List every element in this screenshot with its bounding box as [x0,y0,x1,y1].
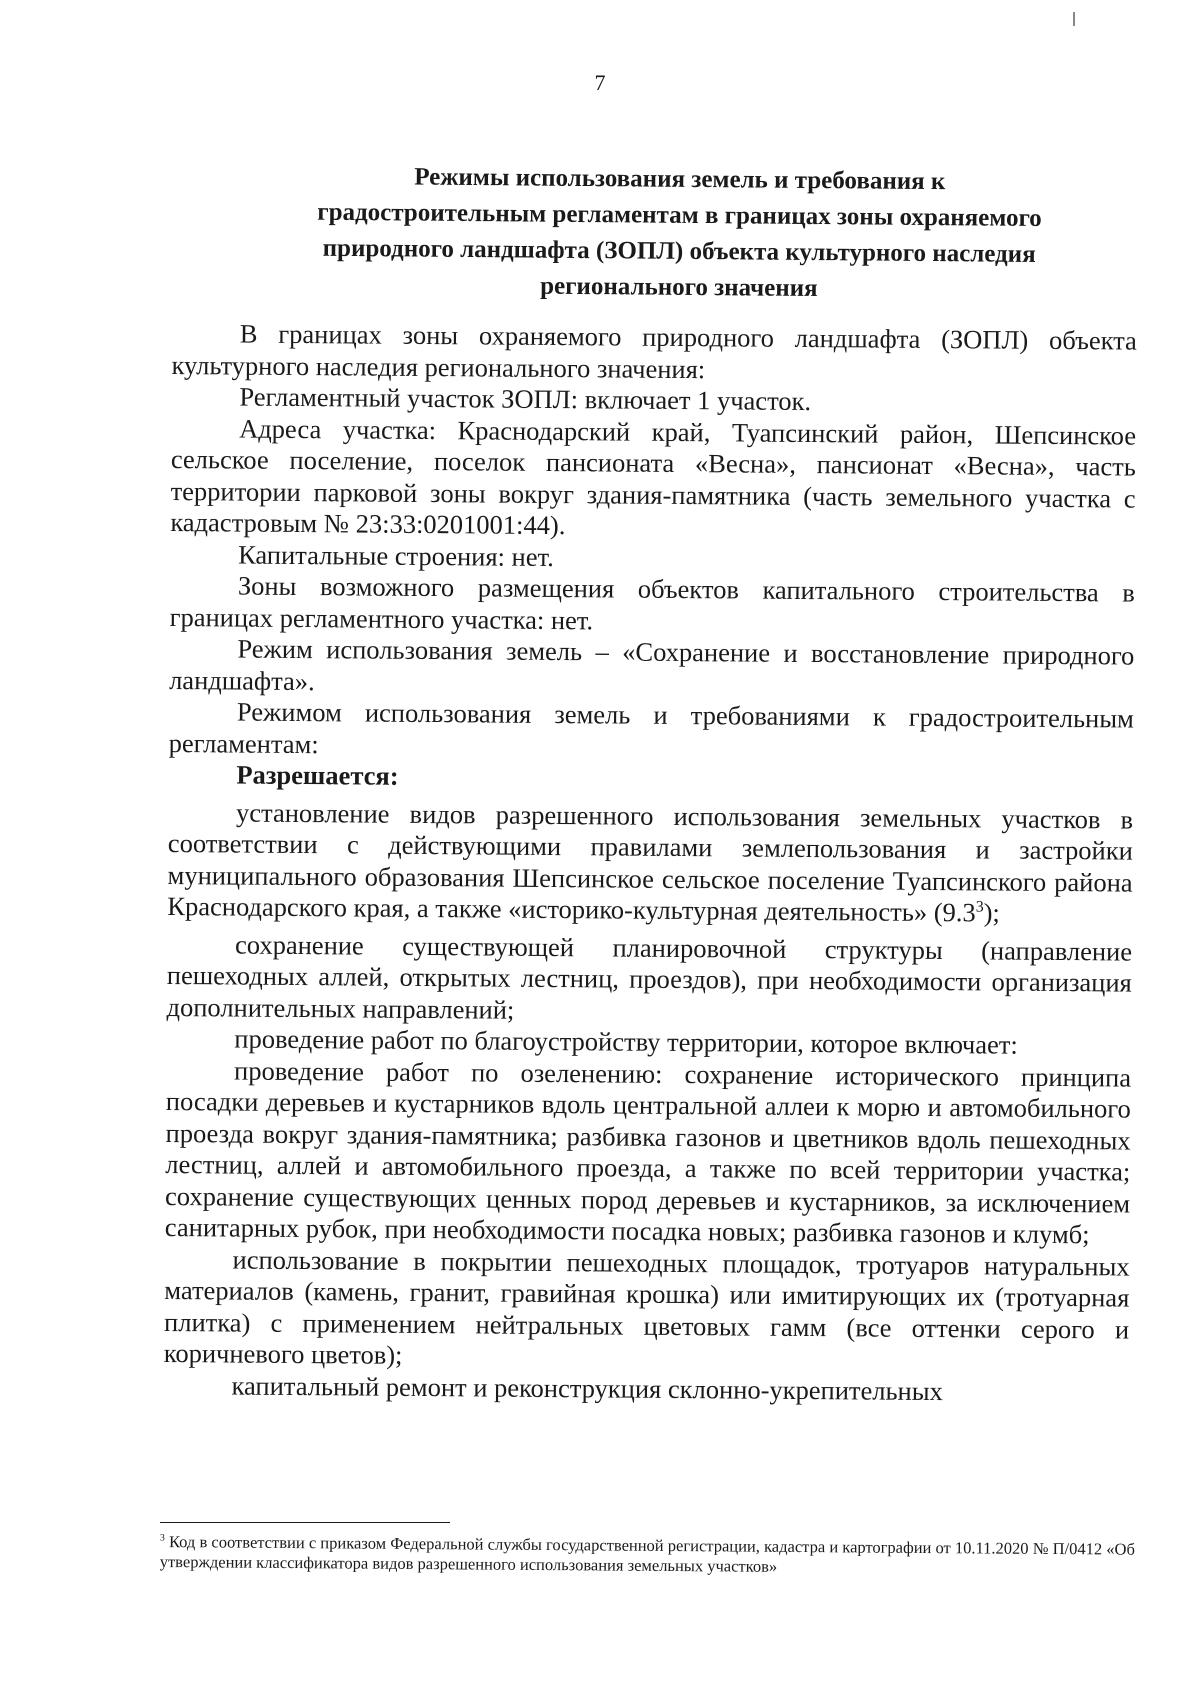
title-line-4: регионального значения [540,272,818,303]
address-paragraph: Адреса участка: Краснодарский край, Туапсинский район, Шепсинское сельское поселение, поселок пансионата «Весна», пансионат «Весна», часть территории парковой зоны вокруг здания-памятника (часть земельного участка с кадастровым № 23:33:0201001:44). [170,413,1137,541]
allowed-item-1-end: ); [983,897,1000,928]
intro-paragraph: В границах зоны охраняемого природного ландшафта (ЗОПЛ) объекта культурного наследия регионального значения: [171,318,1137,384]
page-number: 7 [594,70,606,95]
footnote-ref: 3 [975,898,984,916]
allowed-item-2: сохранение существующей планировочной структуры (направление пешеходных аллей, открытых лестниц, проездов), при необходимости организация дополнительных направлений; [166,929,1133,1025]
allowed-item-6: капитальный ремонт и реконструкция склонно-укрепительных [231,1370,943,1406]
footnote-text: Код в соответствии с приказом Федеральной службы государственной регистрации, кадастра и картографии от 10.11.2020 № П/0412 «Об утверждении классификатора видов разрешенного использования земельных участков» [159,1532,1135,1576]
allowed-item-3: проведение работ по благоустройству территории, которое включает: [234,1023,1018,1060]
regime-requirements-paragraph: Режимом использования земель и требованиями к градостроительным регламентам: [168,696,1135,759]
zones-paragraph: Зоны возможного размещения объектов капитального строительства в границах регламентного участка: нет. [169,570,1135,635]
title-line-1: Режимы использования земель и требования к [414,163,946,196]
title-line-3: природного ландшафта (ЗОПЛ) объекта культурного наследия [322,234,1036,268]
allowed-heading: Разрешается: [236,759,399,791]
plot-paragraph: Регламентный участок ЗОПЛ: включает 1 участок. [239,381,812,417]
allowed-item-1-text: установление видов разрешенного использования земельных участков в соответствии с действующими правилами землепользования и застройки муниципального образования Шепсинское сельское поселение Туапсинского района Краснодарского края, а также «историко-культурная деятельность» (9.3 [167,797,1134,928]
allowed-item-4: проведение работ по озеленению: сохранение исторического принципа посадки деревьев и кустарников вдоль центральной аллеи к морю и автомобильного проезда вокруг здания-памятника; разбивка газонов и цветников вдоль пешеходных лестниц, аллей и автомобильного проезда, а также по всей территории участка; сохранение существующих ценных пород деревьев и кустарников, за исключением санитарных рубок, при необходимости посадка новых; разбивка газонов и клумб; [164,1055,1132,1250]
footnote-marker: 3 [159,1532,165,1544]
allowed-item-1 [167,796,1133,930]
footnote-separator [160,1522,450,1523]
footnote [160,1532,1135,1580]
document-body [163,318,1136,1409]
title-line-2: градостроительным регламентам в границах зоны охраняемого [317,198,1042,232]
document-title [239,158,1120,310]
regime-paragraph: Режим использования земель – «Сохранение и восстановление природного ландшафта». [169,633,1135,696]
buildings-paragraph: Капитальные строения: нет. [238,539,554,572]
scan-mark [1073,12,1075,26]
allowed-item-5: использование в покрытии пешеходных площадок, тротуаров натуральных материалов (камень, гранит, гравийная крошка) или имитирующих их (тротуарная плитка) с применением нейтральных цветовых гамм (все оттенки серого и коричневого цветов); [163,1244,1130,1370]
